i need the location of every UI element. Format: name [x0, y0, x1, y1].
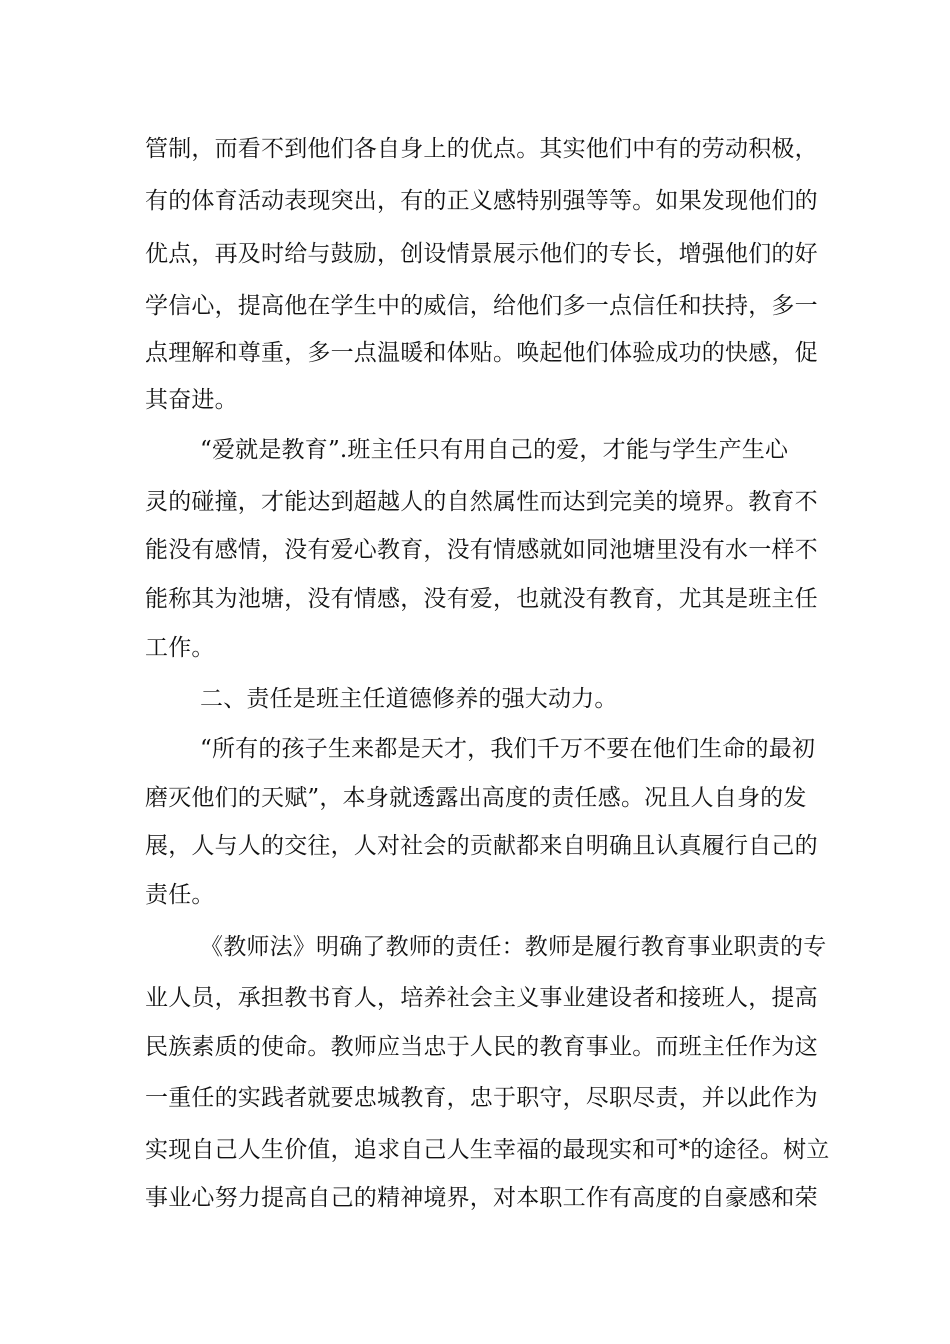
paragraph-first-line: “爱就是教育”.班主任只有用自己的爱，才能与学生产生心: [200, 437, 789, 463]
text-line: 能称其为池塘，没有情感，没有爱，也就没有教育，尤其是班主任: [145, 586, 818, 612]
section-heading: 二、责任是班主任道德修养的强大动力。: [200, 686, 618, 712]
text-line: 管制，而看不到他们各自身上的优点。其实他们中有的劳动积极，: [145, 136, 818, 162]
paragraph-first-line: “所有的孩子生来都是天才，我们千万不要在他们生命的最初: [200, 736, 816, 762]
text-line: 业人员，承担教书育人，培养社会主义事业建设者和接班人，提高: [145, 985, 818, 1011]
text-line: 其奋进。: [145, 387, 238, 413]
text-line: 工作。: [145, 635, 215, 661]
text-line: 民族素质的使命。教师应当忠于人民的教育事业。而班主任作为这: [145, 1034, 818, 1060]
text-line: 学信心，提高他在学生中的威信，给他们多一点信任和扶持，多一: [145, 293, 818, 319]
text-line: 责任。: [145, 882, 215, 908]
text-line: 展，人与人的交往，人对社会的贡献都来自明确且认真履行自己的: [145, 833, 818, 859]
text-line: 事业心努力提高自己的精神境界，对本职工作有高度的自豪感和荣: [145, 1185, 818, 1211]
text-line: 磨灭他们的天赋”，本身就透露出高度的责任感。况且人自身的发: [145, 785, 807, 811]
text-line: 优点，再及时给与鼓励，创设情景展示他们的专长，增强他们的好: [145, 241, 818, 267]
text-line: 能没有感情，没有爱心教育，没有情感就如同池塘里没有水一样不: [145, 537, 818, 563]
text-line: 灵的碰撞，才能达到超越人的自然属性而达到完美的境界。教育不: [145, 489, 818, 515]
text-line: 一重任的实践者就要忠城教育，忠于职守，尽职尽责，并以此作为: [145, 1085, 818, 1111]
text-line: 点理解和尊重，多一点温暖和体贴。唤起他们体验成功的快感，促: [145, 340, 818, 366]
paragraph-first-line: 《教师法》明确了教师的责任：教师是履行教育事业职责的专: [200, 934, 827, 960]
text-line: 实现自己人生价值，追求自己人生幸福的最现实和可*的途径。树立: [145, 1137, 830, 1163]
text-line: 有的体育活动表现突出，有的正义感特别强等等。如果发现他们的: [145, 188, 818, 214]
